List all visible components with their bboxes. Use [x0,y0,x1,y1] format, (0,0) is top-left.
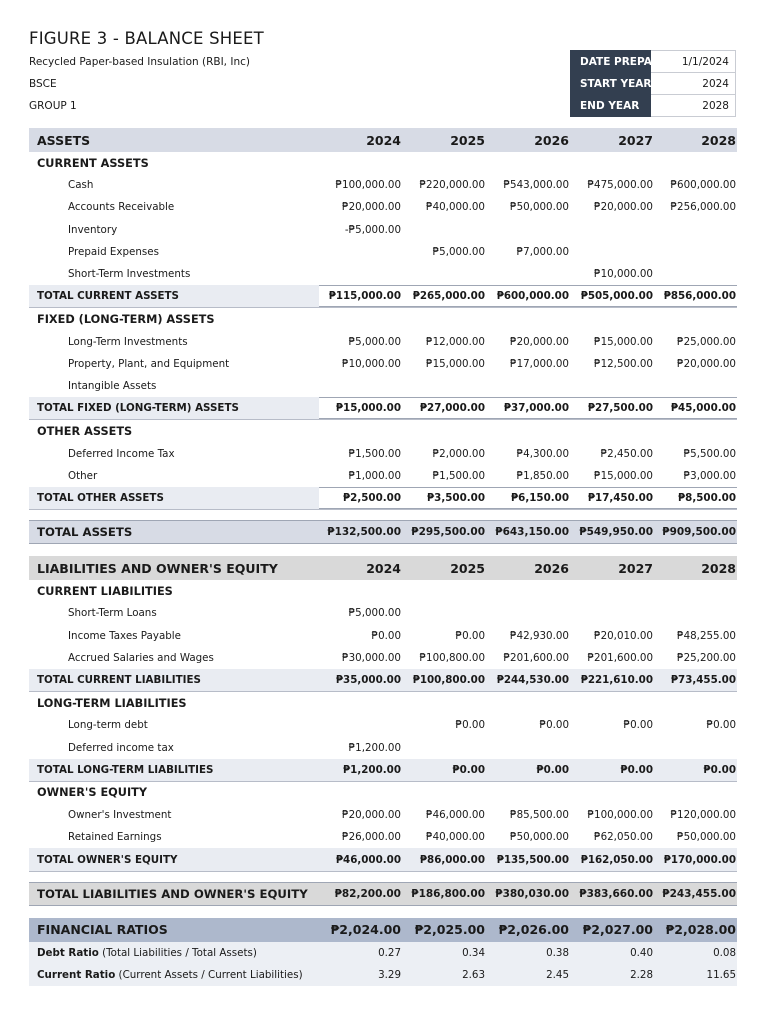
end-year-value[interactable]: 2028 [651,95,736,117]
year-header-cell: 2026 [534,132,569,148]
ratio-row [29,942,737,964]
line-item-row [29,625,737,647]
line-item-cell[interactable]: ₱20,000.00 [342,809,401,822]
ratio-value-cell: 3.29 [378,969,401,982]
line-item-cell[interactable]: ₱48,255.00 [677,629,736,642]
line-item-cell[interactable]: ₱42,930.00 [510,629,569,642]
total-cell: ₱100,800.00 [412,674,485,687]
line-item-label: Retained Earnings [68,831,162,844]
ratio-value-cell: 0.34 [462,946,485,959]
assets-header [29,128,737,152]
total-current-liabilities-label: TOTAL CURRENT LIABILITIES [37,674,201,687]
line-item-cell[interactable]: ₱50,000.00 [677,831,736,844]
long-term-liabilities-heading [29,692,737,714]
total-cell: ₱1,200.00 [343,763,401,776]
current-assets-heading-label: CURRENT ASSETS [37,156,149,170]
total-cell: ₱115,000.00 [328,290,401,303]
line-item-cell[interactable]: -₱5,000.00 [344,223,401,236]
ratio-value-cell: 2.45 [546,969,569,982]
total-cell: ₱221,610.00 [580,674,653,687]
line-item-cell[interactable]: ₱7,000.00 [516,245,569,258]
line-item-label: Long-term debt [68,719,148,732]
line-item-cell[interactable]: ₱5,000.00 [348,335,401,348]
line-item-cell[interactable]: ₱100,000.00 [587,809,653,822]
current-assets-heading [29,152,737,174]
line-item-row [29,263,737,285]
line-item-cell[interactable]: ₱475,000.00 [587,179,653,192]
grand-total-cell: ₱549,950.00 [579,526,653,539]
fixed-assets-heading-label: FIXED (LONG-TERM) ASSETS [37,312,215,326]
line-item-cell[interactable]: ₱40,000.00 [426,831,485,844]
year-header-cell: 2025 [450,132,485,148]
end-year-label: END YEAR [571,95,651,117]
line-item-label: Short-Term Investments [68,268,191,281]
ratio-value-cell: 2.28 [630,969,653,982]
ratio-label [37,969,303,981]
line-item-cell[interactable]: ₱100,000.00 [335,179,401,192]
total-assets-row-label: TOTAL ASSETS [37,525,133,540]
ratio-name: Debt Ratio [37,946,99,959]
total-other-assets [29,487,737,510]
line-item-cell[interactable]: ₱15,000.00 [594,335,653,348]
line-item-cell[interactable]: ₱0.00 [455,629,485,642]
grand-total-cell: ₱383,660.00 [579,887,653,900]
line-item-label: Deferred Income Tax [68,447,175,460]
spacer [29,544,737,556]
financial-ratios-header-title: FINANCIAL RATIOS [37,922,168,938]
grand-total-cell: ₱295,500.00 [411,526,485,539]
line-item-cell[interactable]: ₱1,200.00 [348,741,401,754]
current-liabilities-heading [29,580,737,602]
total-long-term-liabilities-label: TOTAL LONG-TERM LIABILITIES [37,763,214,776]
total-cell: ₱35,000.00 [335,674,401,687]
line-item-cell[interactable]: ₱25,000.00 [677,335,736,348]
line-item-cell[interactable]: ₱0.00 [706,719,736,732]
total-current-assets [29,285,737,308]
spacer [29,906,737,918]
line-item-cell[interactable]: ₱20,010.00 [594,629,653,642]
ratio-value-cell: 0.27 [378,946,401,959]
info-row-date [571,51,736,73]
line-item-cell[interactable]: ₱4,300.00 [516,447,569,460]
line-item-cell[interactable]: ₱50,000.00 [510,201,569,214]
line-item-label: Deferred income tax [68,741,174,754]
line-item-cell[interactable]: ₱12,000.00 [426,335,485,348]
ratio-value-cell: 11.65 [706,969,736,982]
total-long-term-liabilities [29,759,737,782]
total-cell: ₱8,500.00 [678,491,736,504]
total-fixed-assets [29,397,737,420]
year-header-cell: 2027 [618,132,653,148]
total-cell: ₱135,500.00 [496,853,569,866]
year-header-cell: ₱2,028.00 [665,922,736,938]
line-item-cell[interactable]: ₱2,450.00 [600,447,653,460]
line-item-label: Prepaid Expenses [68,245,159,258]
total-cell: ₱0.00 [452,763,485,776]
total-cell: ₱600,000.00 [496,290,569,303]
line-item-row [29,219,737,241]
line-item-cell[interactable]: ₱5,000.00 [432,245,485,258]
ratio-name: Current Ratio [37,969,116,982]
total-current-liabilities [29,669,737,692]
line-item-cell[interactable]: ₱0.00 [455,719,485,732]
grand-total-cell: ₱643,150.00 [495,526,569,539]
ratio-value-cell: 0.38 [546,946,569,959]
line-item-cell[interactable]: ₱0.00 [623,719,653,732]
total-cell: ₱3,500.00 [427,491,485,504]
total-current-assets-label: TOTAL CURRENT ASSETS [37,290,179,303]
other-assets-heading-label: OTHER ASSETS [37,424,133,438]
total-fixed-assets-label: TOTAL FIXED (LONG-TERM) ASSETS [37,402,239,415]
year-header-cell: 2027 [618,560,653,576]
line-item-cell[interactable]: ₱50,000.00 [510,831,569,844]
line-item-label: Long-Term Investments [68,335,188,348]
total-owners-equity-label: TOTAL OWNER'S EQUITY [37,853,178,866]
line-item-label: Short-Term Loans [68,607,157,620]
line-item-cell[interactable]: ₱256,000.00 [670,201,736,214]
line-item-cell[interactable]: ₱201,600.00 [587,651,653,664]
line-item-cell[interactable]: ₱5,000.00 [348,607,401,620]
line-item-cell[interactable]: ₱26,000.00 [342,831,401,844]
total-cell: ₱45,000.00 [670,402,736,415]
total-cell: ₱2,500.00 [343,491,401,504]
line-item-cell[interactable]: ₱40,000.00 [426,201,485,214]
line-item-row [29,375,737,397]
line-item-cell[interactable]: ₱15,000.00 [594,469,653,482]
owners-equity-heading-label: OWNER'S EQUITY [37,786,148,800]
year-header-cell: 2026 [534,560,569,576]
line-item-row [29,826,737,848]
line-item-row [29,331,737,353]
year-header-cell: 2025 [450,560,485,576]
spacer [29,510,737,520]
total-cell: ₱0.00 [620,763,653,776]
line-item-row [29,196,737,218]
line-item-cell[interactable]: ₱0.00 [539,719,569,732]
total-cell: ₱505,000.00 [580,290,653,303]
total-liabilities-equity-row [29,882,737,906]
total-cell: ₱37,000.00 [503,402,569,415]
line-item-cell[interactable]: ₱100,800.00 [419,651,485,664]
ratio-row [29,964,737,986]
start-year-value[interactable]: 2024 [651,73,736,95]
line-item-cell[interactable]: ₱15,000.00 [426,357,485,370]
ratio-label [37,947,257,959]
line-item-row [29,647,737,669]
line-item-cell[interactable]: ₱30,000.00 [342,651,401,664]
line-item-cell[interactable]: ₱2,000.00 [432,447,485,460]
total-cell: ₱6,150.00 [511,491,569,504]
line-item-cell[interactable]: ₱1,850.00 [516,469,569,482]
total-cell: ₱856,000.00 [663,290,736,303]
total-other-assets-label: TOTAL OTHER ASSETS [37,491,164,504]
total-cell: ₱46,000.00 [335,853,401,866]
group-label: GROUP 1 [29,100,77,112]
info-box [570,50,736,117]
total-cell: ₱15,000.00 [335,402,401,415]
balance-sheet-table [29,128,737,986]
total-cell: ₱73,455.00 [670,674,736,687]
other-assets-heading [29,420,737,442]
line-item-cell[interactable]: ₱201,600.00 [503,651,569,664]
line-item-cell[interactable]: ₱10,000.00 [342,357,401,370]
grand-total-cell: ₱909,500.00 [662,526,736,539]
line-item-row [29,174,737,196]
company-name: Recycled Paper-based Insulation (RBI, Inc) [29,56,250,68]
total-assets-row [29,520,737,544]
line-item-label: Intangible Assets [68,379,157,392]
line-item-cell[interactable]: ₱85,500.00 [510,809,569,822]
ratio-value-cell: 0.40 [630,946,653,959]
line-item-cell[interactable]: ₱20,000.00 [342,201,401,214]
total-cell: ₱244,530.00 [496,674,569,687]
line-item-row [29,804,737,826]
total-cell: ₱86,000.00 [419,853,485,866]
liabilities-header [29,556,737,580]
line-item-label: Accrued Salaries and Wages [68,651,214,664]
line-item-cell[interactable]: ₱1,500.00 [348,447,401,460]
fixed-assets-heading [29,308,737,330]
course-label: BSCE [29,78,57,90]
line-item-cell[interactable]: ₱46,000.00 [426,809,485,822]
year-header-cell: 2028 [701,132,736,148]
line-item-label: Income Taxes Payable [68,629,181,642]
total-cell: ₱0.00 [703,763,736,776]
line-item-label: Cash [68,179,94,192]
line-item-row [29,241,737,263]
ratio-description: (Current Assets / Current Liabilities) [115,969,303,982]
line-item-cell[interactable]: ₱220,000.00 [419,179,485,192]
info-row-end [571,95,736,117]
total-liabilities-equity-row-label: TOTAL LIABILITIES AND OWNER'S EQUITY [37,886,308,901]
info-row-start [571,73,736,95]
ratio-value-cell: 2.63 [462,969,485,982]
grand-total-cell: ₱243,455.00 [662,887,736,900]
line-item-row [29,714,737,736]
line-item-cell[interactable]: ₱1,500.00 [432,469,485,482]
year-header-cell: ₱2,027.00 [582,922,653,938]
year-header-cell: ₱2,024.00 [330,922,401,938]
year-header-cell: 2024 [366,560,401,576]
date-prepared-label: DATE PREPARED [571,51,651,73]
grand-total-cell: ₱380,030.00 [495,887,569,900]
year-header-cell: 2028 [701,560,736,576]
line-item-cell[interactable]: ₱25,200.00 [677,651,736,664]
page-title: FIGURE 3 - BALANCE SHEET [29,29,264,48]
line-item-label: Other [68,469,98,482]
total-cell: ₱265,000.00 [412,290,485,303]
total-cell: ₱27,000.00 [419,402,485,415]
grand-total-cell: ₱132,500.00 [327,526,401,539]
line-item-cell[interactable]: ₱5,500.00 [683,447,736,460]
total-cell: ₱162,050.00 [580,853,653,866]
total-cell: ₱170,000.00 [663,853,736,866]
start-year-label: START YEAR [571,73,651,95]
line-item-label: Property, Plant, and Equipment [68,357,230,370]
line-item-cell[interactable]: ₱0.00 [371,629,401,642]
line-item-cell[interactable]: ₱600,000.00 [670,179,736,192]
date-prepared-value[interactable]: 1/1/2024 [651,51,736,73]
line-item-cell[interactable]: ₱17,000.00 [510,357,569,370]
owners-equity-heading [29,782,737,804]
long-term-liabilities-heading-label: LONG-TERM LIABILITIES [37,696,187,710]
grand-total-cell: ₱186,800.00 [411,887,485,900]
year-header-cell: 2024 [366,132,401,148]
spacer [29,872,737,882]
line-item-row [29,442,737,464]
line-item-cell[interactable]: ₱3,000.00 [683,469,736,482]
line-item-row [29,353,737,375]
line-item-label: Inventory [68,223,118,236]
total-owners-equity [29,848,737,871]
line-item-cell[interactable]: ₱1,000.00 [348,469,401,482]
line-item-cell[interactable]: ₱12,500.00 [594,357,653,370]
line-item-cell[interactable]: ₱543,000.00 [503,179,569,192]
line-item-row [29,602,737,624]
grand-total-cell: ₱82,200.00 [334,887,401,900]
ratio-description: (Total Liabilities / Total Assets) [98,946,257,959]
line-item-label: Accounts Receivable [68,201,175,214]
total-cell: ₱0.00 [536,763,569,776]
assets-header-title: ASSETS [37,132,91,148]
line-item-cell[interactable]: ₱20,000.00 [677,357,736,370]
line-item-cell[interactable]: ₱62,050.00 [594,831,653,844]
line-item-cell[interactable]: ₱20,000.00 [510,335,569,348]
liabilities-header-title: LIABILITIES AND OWNER'S EQUITY [37,560,278,576]
ratio-value-cell: 0.08 [713,946,736,959]
line-item-cell[interactable]: ₱20,000.00 [594,201,653,214]
total-cell: ₱17,450.00 [587,491,653,504]
year-header-cell: ₱2,026.00 [498,922,569,938]
current-liabilities-heading-label: CURRENT LIABILITIES [37,584,173,598]
line-item-row [29,737,737,759]
line-item-cell[interactable]: ₱120,000.00 [670,809,736,822]
line-item-row [29,465,737,487]
financial-ratios-header [29,918,737,942]
line-item-label: Owner's Investment [68,809,172,822]
total-cell: ₱27,500.00 [587,402,653,415]
year-header-cell: ₱2,025.00 [414,922,485,938]
line-item-cell[interactable]: ₱10,000.00 [594,268,653,281]
